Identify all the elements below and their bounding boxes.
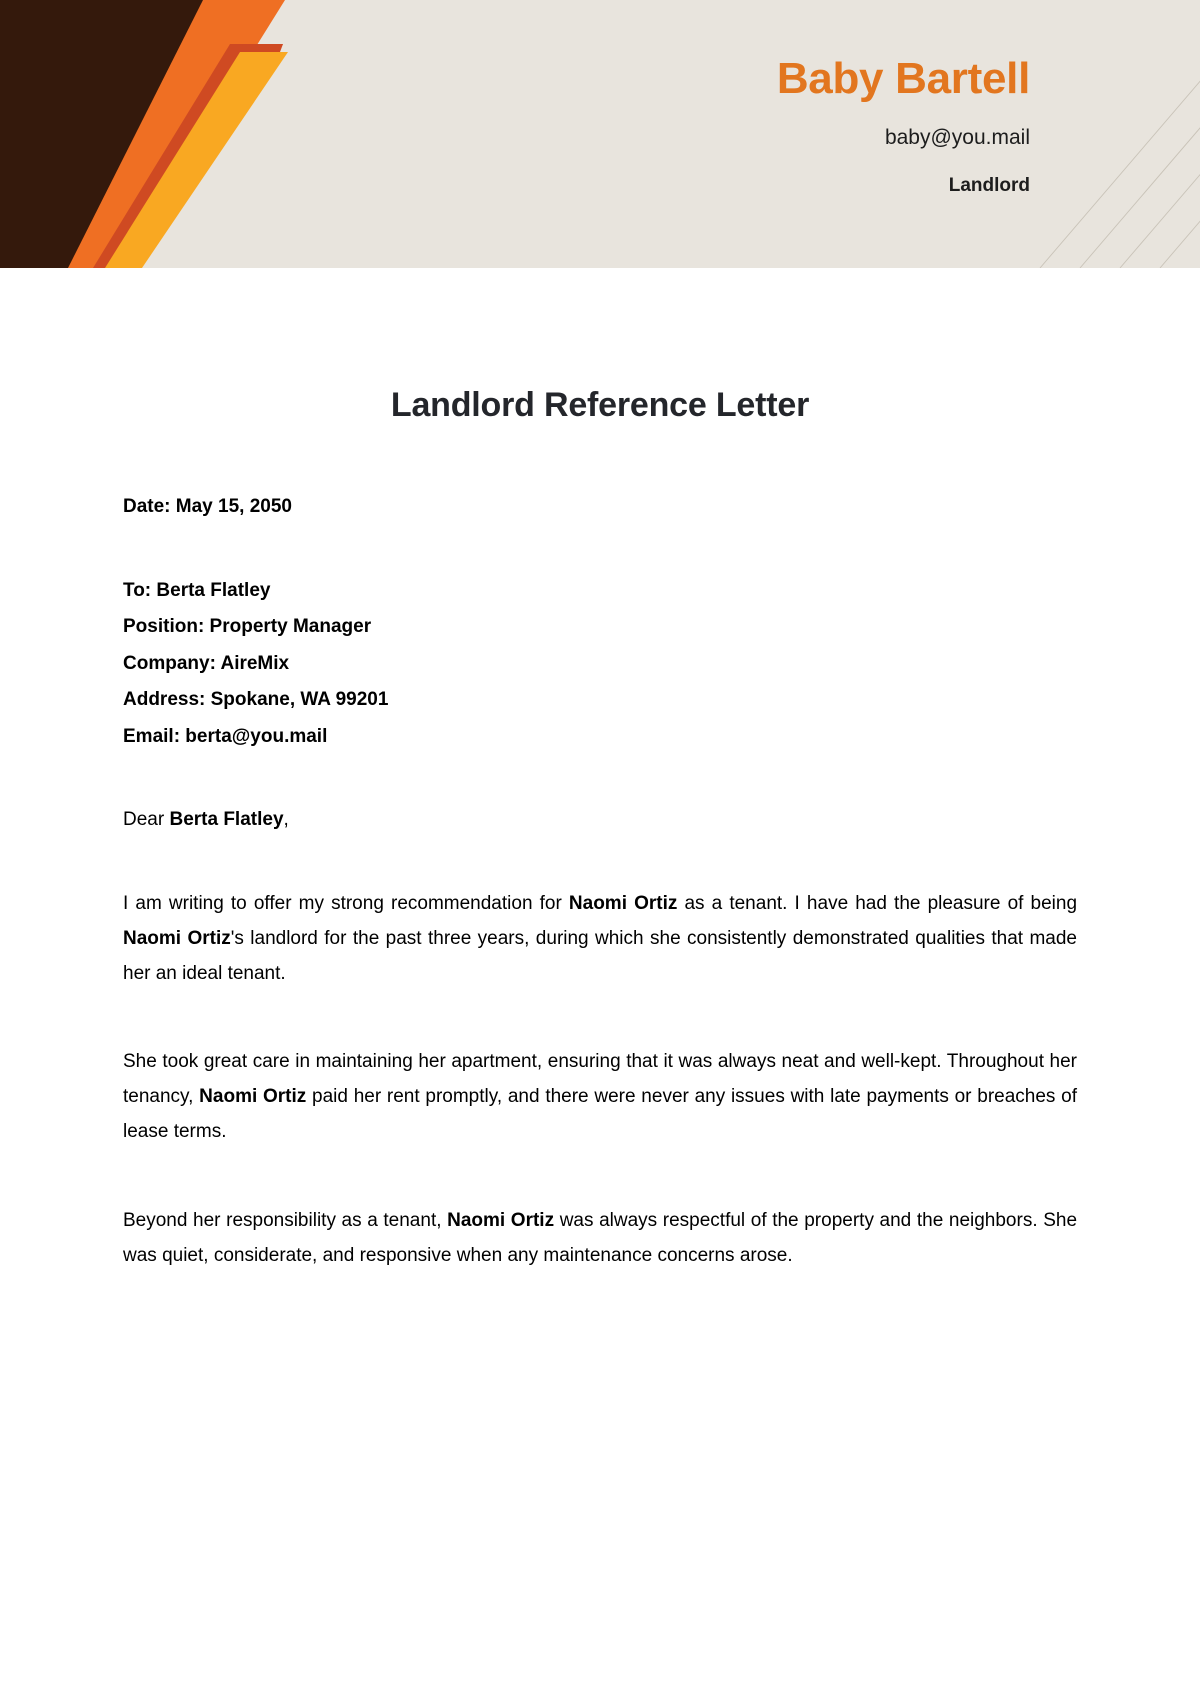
sender-info	[430, 55, 1030, 197]
sender-email: baby@you.mail	[884, 126, 1030, 150]
recipient-line: To: Berta Flatley	[123, 579, 271, 601]
letter-date: Date: May 15, 2050	[123, 496, 292, 517]
body-text: She took great care in maintaining her apartment, ensuring that it was always neat and well-kept. Throughout her tenancy,	[123, 1051, 1077, 1108]
recipient-line: Position: Property Manager	[123, 616, 372, 638]
salutation-prefix: Dear	[123, 809, 170, 831]
emphasis-text: Naomi Ortiz	[447, 1209, 555, 1231]
letter-header	[0, 0, 1200, 268]
salutation-name: Berta Flatley	[169, 809, 284, 831]
body-text: I am writing to offer my strong recommendation for	[123, 892, 569, 914]
body-text: was always respectful of the property and the neighbors. She was quiet, considerate, and responsive when any maintenance concerns arose.	[123, 1209, 1078, 1266]
recipient-block	[123, 573, 1077, 755]
header-decorative-graphic	[0, 0, 330, 268]
letter-body	[0, 386, 1200, 1273]
page-title: Landlord Reference Letter	[390, 386, 810, 424]
body-paragraph	[123, 1203, 1077, 1273]
salutation-suffix: ,	[283, 809, 289, 831]
body-text: 's landlord for the past three years, during which she consistently demonstrated qualities that made her an ideal tenant.	[123, 927, 1077, 985]
body-paragraph	[123, 1044, 1077, 1149]
sender-name: Baby Bartell	[776, 54, 1030, 103]
body-paragraph	[123, 886, 1077, 991]
sender-role: Landlord	[948, 174, 1030, 196]
body-text: paid her rent promptly, and there were never any issues with late payments or breaches of lease terms.	[123, 1086, 1078, 1143]
recipient-line: Email: berta@you.mail	[123, 725, 328, 747]
salutation	[123, 808, 1077, 833]
emphasis-text: Naomi Ortiz	[123, 927, 231, 949]
emphasis-text: Naomi Ortiz	[199, 1086, 307, 1108]
recipient-line: Address: Spokane, WA 99201	[123, 689, 389, 711]
body-text: as a tenant. I have had the pleasure of being	[677, 892, 1078, 914]
emphasis-text: Naomi Ortiz	[568, 892, 678, 914]
body-text: Beyond her responsibility as a tenant,	[123, 1209, 448, 1231]
recipient-line: Company: AireMix	[123, 652, 290, 674]
